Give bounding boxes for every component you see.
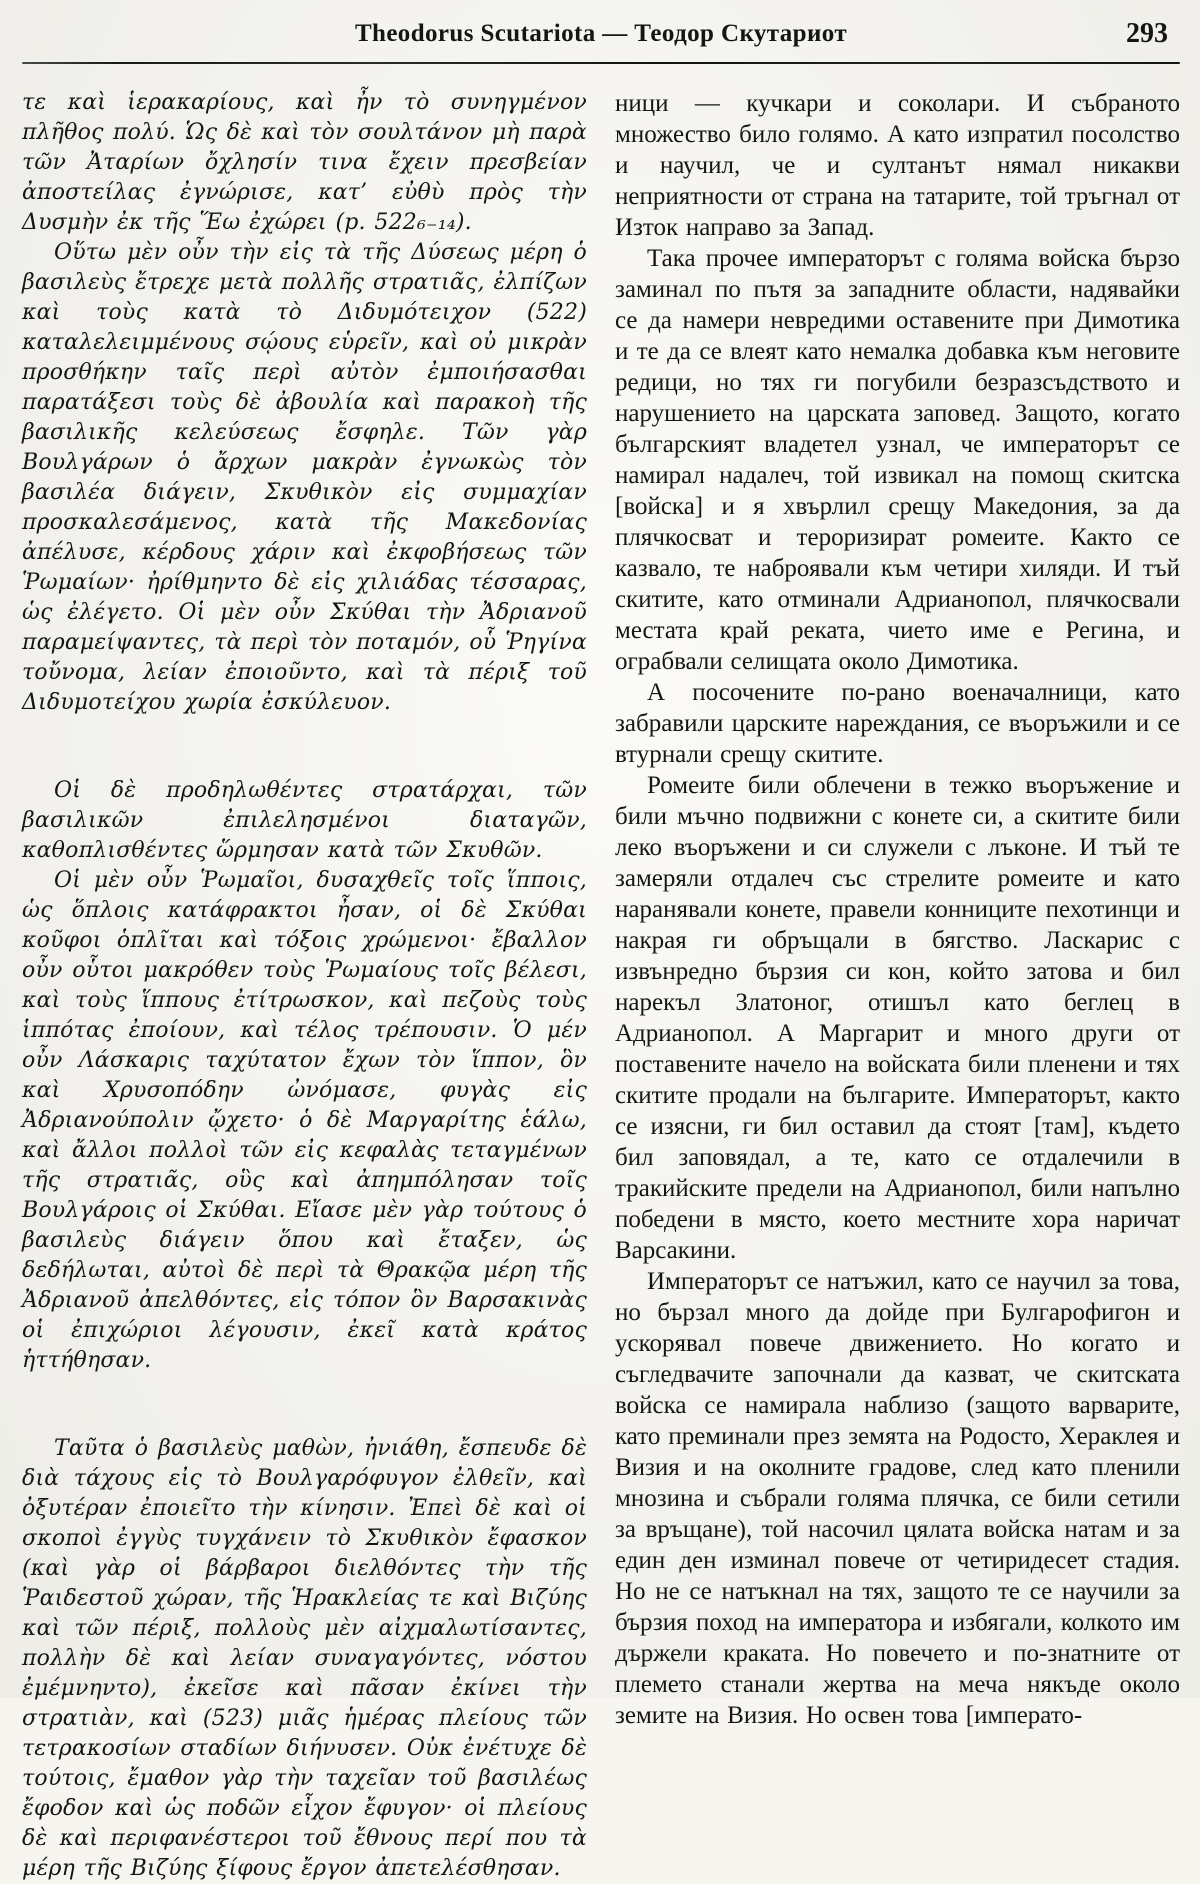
page-number: 293 (1126, 18, 1168, 49)
greek-paragraph: Οἱ δὲ προδηλωθέντες στρατάρχαι, τῶν βασιλικῶν ἐπιλελησμένοι διαταγῶν, καθοπλισθέντες ὥρμησαν κατὰ τῶν Σκυθῶν. (22, 778, 587, 863)
greek-text-column (22, 88, 587, 1884)
page-header (22, 16, 1180, 56)
header-rule (22, 62, 1180, 64)
greek-paragraph: Οὕτω μὲν οὖν τὴν εἰς τὰ τῆς Δύσεως μέρη ὁ βασιλεὺς ἔτρεχε μετὰ πολλῆς στρατιᾶς, ἐλπίζων καὶ τοὺς κατὰ τὸ Διδυμότειχον (522) καταλελειμμένους σῴους εὑρεῖν, καὶ οὐ μικρὰν προσθήκην ταῖς περὶ αὐτὸν ἐμποιήσασθαι παρατάξεσι τοὺς δὲ ἀβουλία καὶ παρακοὴ τῆς βασιλικῆς κελεύσεως ἔσφηλε. Τῶν γὰρ Βουλγάρων ὁ ἄρχων μακρὰν ἐγνωκὼς τὸν βασιλέα διάγειν, Σκυθικὸν εἰς συμμαχίαν προσκαλεσάμενος, κατὰ τῆς Μακεδονίας ἀπέλυσε, κέρδους χάριν καὶ ἐκφοβήσεως τῶν Ῥωμαίων· ἠρίθμηντο δὲ εἰς χιλιάδας τέσσαρας, ὡς ἐλέγετο. Οἱ μὲν οὖν Σκύθαι τὴν Ἀδριανοῦ παραμείψαντες, τὰ περὶ τὸν ποταμόν, οὗ Ῥηγίνα τοὔνομα, λείαν ἐποιοῦντο, καὶ τὰ πέριξ τοῦ Διδυμοτείχου χωρία ἐσκύλευον. (22, 240, 587, 715)
bulgarian-paragraph-continuation: ници — кучкари и соколари. И събраното множество било голямо. А като изпратил посолство и научил, че и султанът нямал никакви неприятности от страна на татарите, той тръгнал от Изток направо за Запад. (615, 90, 1180, 241)
two-column-text-block (22, 88, 1180, 1884)
bulgarian-paragraph: Императорът се натъжил, като се научил за това, но бързал много да дойде при Булгарофигон и ускорявал повече движението. Но когато и съгледвачите започнали да казват, че скитската войска се намирала наблизо (защото варварите, като преминали през земята на Родосто, Хераклея и Визия и на околните градове, след като пленили мнозина и събрали голяма плячка, се били сетили за връщане), той насочил цялата войска натам и за един ден изминал повече от четиридесет стадия. Но не се натъкнал на тях, защото те се научили за бързия поход на императора и избягали, колкото им държели краката. Но повечето и по-знатните от племето станали жертва на меча някъде около земите на Визия. Но освен това [императо- (615, 1268, 1180, 1729)
bulgarian-paragraph: А посочените по-рано военачалници, като забравили царските нареждания, се въоръжили и се втурнали срещу скитите. (615, 679, 1180, 768)
bulgarian-paragraph: Ромеите били облечени в тежко въоръжение и били мъчно подвижни с конете си, а скитите били леко въоръжени и си служели с лъконе. И тъй те замеряли отдалеч със стрелите ромеите и като наранявали конете, правели конниците пехотинци и накрая ги обръщали в бягство. Ласкарис с извънредно бързия си кон, който затова и бил нарекъл Златоног, отишъл като беглец в Адрианопол. А Маргарит и много други от поставените начело на войската били пленени и тях скитите продали на българите. Императорът, както се изясни, ги бил оставил да стоят [там], където бил заповядал, а те, като се отдалечили в тракийските предели на Адрианопол, били напълно победени в място, което местните хора наричат Варсакини. (615, 772, 1180, 1264)
running-header-title: Theodorus Scutariota — Теодор Скутариот (354, 20, 848, 47)
greek-paragraph: Οἱ μὲν οὖν Ῥωμαῖοι, δυσαχθεῖς τοῖς ἵπποις, ὡς ὅπλοις κατάφρακτοι ἦσαν, οἱ δὲ Σκύθαι κοῦφοι ὁπλῖται καὶ τόξοις χρώμενοι· ἔβαλλον οὖν οὗτοι μακρόθεν τοὺς Ῥωμαίους τοῖς βέλεσι, καὶ τοὺς ἵππους ἐτίτρωσκον, καὶ πεζοὺς τοὺς ἱππότας ἐποίουν, καὶ τέλος τρέπουσιν. Ὁ μέν οὖν Λάσκαρις ταχύτατον ἔχων τὸν ἵππον, ὃν καὶ Χρυσοπόδην ὠνόμασε, φυγὰς εἰς Ἀδριανούπολιν ᾤχετο· ὁ δὲ Μαργαρίτης ἑάλω, καὶ ἄλλοι πολλοὶ τῶν εἰς κεφαλὰς τεταγμένων τῆς στρατιᾶς, οὓς καὶ ἀπημπόλησαν τοῖς Βουλγάροις οἱ Σκύθαι. Εἴασε μὲν γὰρ τούτους ὁ βασιλεὺς διάγειν ὅπου καὶ ἔταξεν, ὡς δεδήλωται, αὐτοὶ δὲ περὶ τὰ Θρακῷα μέρη τῆς Ἀδριανοῦ ἀπελθόντες, εἰς τόπον ὃν Βαρσακινὰς οἱ ἐπιχώριοι λέγουσιν, ἐκεῖ κατὰ κράτος ἡττήθησαν. (22, 868, 587, 1373)
greek-paragraph: Ταῦτα ὁ βασιλεὺς μαθὼν, ἠνιάθη, ἔσπευδε δὲ διὰ τάχους εἰς τὸ Βουλγαρόφυγον ἐλθεῖν, καὶ ὀξυτέραν ἐποιεῖτο τὴν κίνησιν. Ἐπεὶ δὲ καὶ οἱ σκοποὶ ἐγγὺς τυγχάνειν τὸ Σκυθικὸν ἔφασκον (καὶ γὰρ οἱ βάρβαροι διελθόντες τὴν τῆς Ῥαιδεστοῦ χώραν, τῆς Ἡρακλείας τε καὶ Βιζύης καὶ τῶν πέριξ, πολλοὺς μὲν αἰχμαλωτίσαντες, πολλὴν δὲ καὶ λείαν συναγαγόντες, νόστου ἐμέμνηντο), ἐκεῖσε καὶ πᾶσαν ἐκίνει τὴν στρατιὰν, καὶ (523) μιᾶς ἡμέρας πλείους τῶν τετρακοσίων σταδίων διήνυσεν. Οὐκ ἐνέτυχε δὲ τούτοις, ἔμαθον γὰρ τὴν ταχεῖαν τοῦ βασιλέως ἔφοδον καὶ ὡς ποδῶν εἶχον ἔφυγον· οἱ πλείους δὲ καὶ περιφανέστεροι τοῦ ἔθνους περί που τὰ μέρη τῆς Βιζύης ξίφους ἔργον ἀπετελέσθησαν. (22, 1436, 587, 1881)
greek-paragraph-continuation: τε καὶ ἱερακαρίους, καὶ ἦν τὸ συνηγμένον πλῆθος πολύ. Ὡς δὲ καὶ τὸν σουλτάνον μὴ παρὰ τῶν Ἀταρίων ὄχλησίν τινα ἔχειν πρεσβείαν ἀποστείλας ἐγνώρισε, κατ’ εὐθὺ πρὸς τὴν Δυσμὴν ἐκ τῆς Ἕω ἐχώρει (p. 522₆₋₁₄). (22, 90, 587, 235)
bulgarian-text-column (615, 88, 1180, 1884)
bulgarian-paragraph: Така прочее императорът с голяма войска бързо заминал по пътя за западните области, надявайки се да намери невредими оставените при Димотика и те да се влеят като немалка добавка към неговите редици, но тях ги погубили безразсъдството и нарушението на царската заповед. Защото, когато българският владетел узнал, че императорът се намирал надалеч, той извикал на помощ скитска [войска] и я хвърлил срещу Македония, за да плячкосват и тероризират ромеите. Както се казвало, те наброявали към четири хиляди. И тъй скитите, като отминали Адрианопол, плячкосвали местата край реката, чието име е Регина, и ограбвали селищата около Димотика. (615, 245, 1180, 675)
